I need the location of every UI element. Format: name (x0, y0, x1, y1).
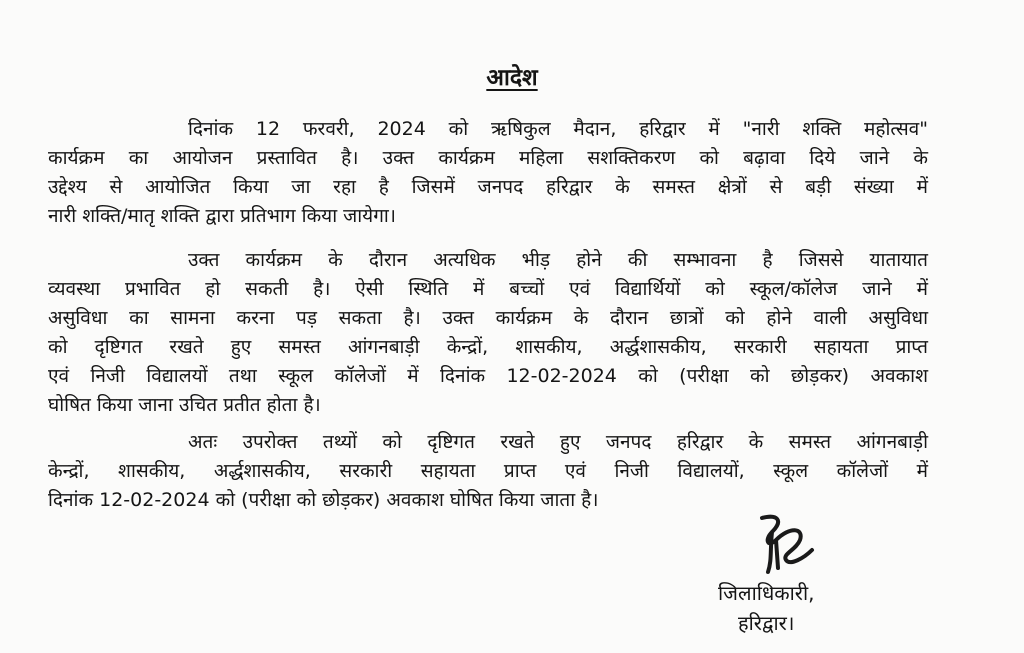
paragraph-line: एवं निजी विद्यालयों तथा स्कूल कॉलेजों में दिनांक 12-02-2024 को (परीक्षा को छोड़कर) अवकाश (48, 365, 928, 387)
signatory-place: हरिद्वार। (738, 611, 795, 635)
paragraph-line: नारी शक्ति/मातृ शक्ति द्वारा प्रतिभाग किया जायेगा। (48, 205, 397, 227)
paragraph-line: व्यवस्था प्रभावित हो सकती है। ऐसी स्थिति में बच्चों एवं विद्यार्थियों को स्कूल/कॉलेज जाने में (48, 278, 928, 300)
document-title-text: आदेश (486, 65, 538, 91)
handwritten-signature (742, 510, 852, 580)
paragraph-line: दिनांक 12 फरवरी, 2024 को ऋषिकुल मैदान, हरिद्वार में "नारी शक्ति महोत्सव" (188, 118, 928, 140)
paragraph-line: असुविधा का सामना करना पड़ सकता है। उक्त कार्यक्रम के दौरान छात्रों को होने वाली असुविधा (48, 307, 928, 329)
paragraph-line: उद्देश्य से आयोजित किया जा रहा है जिसमें जनपद हरिद्वार के समस्त क्षेत्रों से बड़ी संख्या में (48, 176, 928, 198)
paragraph-line: केन्द्रों, शासकीय, अर्द्धशासकीय, सरकारी सहायता प्राप्त एवं निजी विद्यालयों, स्कूल कॉलेजों में (48, 460, 928, 482)
signatory-block (718, 578, 815, 638)
paragraph-holiday-declaration (48, 428, 928, 515)
paragraph-line: कार्यक्रम का आयोजन प्रस्तावित है। उक्त कार्यक्रम महिला सशक्तिकरण को बढ़ावा दिये जाने के (48, 147, 928, 169)
paragraph-event-announcement (48, 115, 928, 231)
paragraph-traffic-reason (48, 246, 928, 420)
document-title (0, 60, 1024, 92)
paragraph-line: दिनांक 12-02-2024 को (परीक्षा को छोड़कर) अवकाश घोषित किया जाता है। (48, 489, 599, 511)
paragraph-line: अतः उपरोक्त तथ्यों को दृष्टिगत रखते हुए जनपद हरिद्वार के समस्त आंगनबाड़ी (188, 431, 928, 453)
paragraph-line: उक्त कार्यक्रम के दौरान अत्यधिक भीड़ होने की सम्भावना है जिससे यातायात (188, 249, 928, 271)
paragraph-line: घोषित किया जाना उचित प्रतीत होता है। (48, 394, 321, 416)
paragraph-line: को दृष्टिगत रखते हुए समस्त आंगनबाड़ी केन्द्रों, शासकीय, अर्द्धशासकीय, सरकारी सहायता प्राप्त (48, 336, 928, 358)
signatory-designation: जिलाधिकारी, (718, 581, 815, 605)
